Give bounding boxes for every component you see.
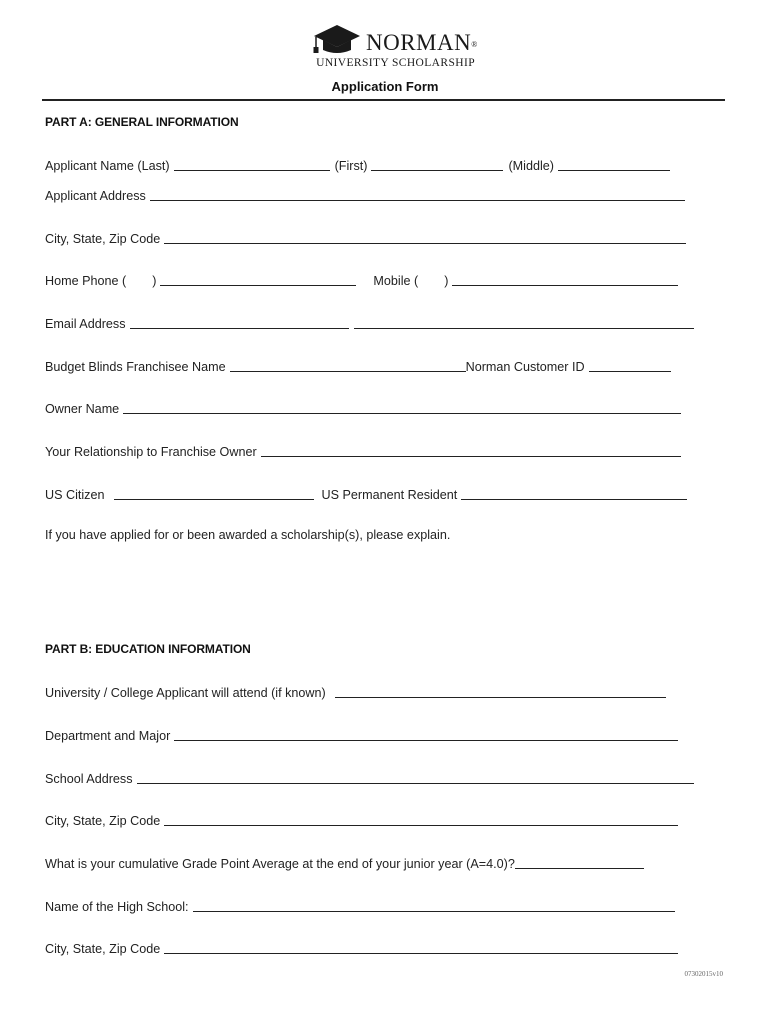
- gpa-row: [45, 853, 644, 871]
- phone-row: [45, 270, 678, 288]
- applicant-address-row: [45, 185, 685, 203]
- email-field-1[interactable]: [130, 315, 349, 329]
- mobile-phone-field[interactable]: [452, 272, 678, 286]
- relationship-field[interactable]: [261, 443, 681, 457]
- owner-row: [45, 398, 681, 416]
- name-middle-label: (Middle): [508, 159, 554, 173]
- gpa-label: What is your cumulative Grade Point Average at the end of your junior year (A=4.0)?: [45, 857, 515, 871]
- gpa-field[interactable]: [515, 855, 644, 869]
- university-field[interactable]: [335, 684, 666, 698]
- citizenship-row: [45, 484, 687, 502]
- graduation-cap-icon: [310, 22, 364, 56]
- us-resident-label: US Permanent Resident: [321, 488, 458, 502]
- us-resident-field[interactable]: [461, 486, 687, 500]
- email-field-2[interactable]: [354, 315, 694, 329]
- hs-city-label: City, State, Zip Code: [45, 942, 161, 956]
- major-label: Department and Major: [45, 729, 171, 743]
- mobile-close: ): [444, 274, 449, 288]
- high-school-field[interactable]: [193, 898, 675, 912]
- address-label: Applicant Address: [45, 189, 146, 203]
- customer-id-label: Norman Customer ID: [465, 360, 585, 374]
- form-title: Application Form: [331, 79, 439, 94]
- scholarship-explanation-area[interactable]: [45, 548, 695, 628]
- brand-subtitle: UNIVERSITY SCHOLARSHIP: [316, 57, 475, 69]
- mobile-label: Mobile (: [373, 274, 419, 288]
- school-city-field[interactable]: [164, 812, 678, 826]
- high-school-label: Name of the High School:: [45, 900, 189, 914]
- part-b-heading: PART B: EDUCATION INFORMATION: [45, 642, 251, 656]
- relationship-row: [45, 441, 681, 459]
- address-field[interactable]: [150, 187, 685, 201]
- customer-id-field[interactable]: [589, 358, 671, 372]
- name-first-field[interactable]: [371, 157, 503, 171]
- scholarship-note: If you have applied for or been awarded a scholarship(s), please explain.: [45, 528, 451, 542]
- us-citizen-label: US Citizen: [45, 488, 105, 502]
- franchisee-field[interactable]: [230, 358, 466, 372]
- us-citizen-field[interactable]: [114, 486, 314, 500]
- email-row: [45, 313, 694, 331]
- school-city-row: [45, 810, 678, 828]
- city-state-zip-label: City, State, Zip Code: [45, 232, 161, 246]
- owner-field[interactable]: [123, 400, 681, 414]
- form-version-code: 07302015v10: [684, 970, 723, 978]
- franchisee-row: [45, 356, 671, 374]
- school-address-label: School Address: [45, 772, 133, 786]
- major-row: [45, 725, 678, 743]
- brand-name: NORMAN®: [366, 30, 478, 55]
- home-phone-field[interactable]: [160, 272, 356, 286]
- school-address-row: [45, 768, 694, 786]
- major-field[interactable]: [174, 727, 678, 741]
- university-label: University / College Applicant will attend (if known): [45, 686, 326, 700]
- university-row: [45, 682, 666, 700]
- header-divider: [42, 99, 725, 101]
- city-state-zip-field[interactable]: [164, 230, 686, 244]
- home-phone-label: Home Phone (: [45, 274, 127, 288]
- name-last-field[interactable]: [174, 157, 330, 171]
- school-city-label: City, State, Zip Code: [45, 814, 161, 828]
- name-first-label: (First): [334, 159, 368, 173]
- applicant-name-row: [45, 155, 670, 173]
- email-label: Email Address: [45, 317, 126, 331]
- relationship-label: Your Relationship to Franchise Owner: [45, 445, 257, 459]
- name-last-label: Applicant Name (Last): [45, 159, 170, 173]
- name-middle-field[interactable]: [558, 157, 670, 171]
- city-state-zip-row: [45, 228, 686, 246]
- hs-city-field[interactable]: [164, 940, 678, 954]
- franchisee-label: Budget Blinds Franchisee Name: [45, 360, 226, 374]
- school-address-field[interactable]: [137, 770, 694, 784]
- owner-label: Owner Name: [45, 402, 120, 416]
- high-school-row: [45, 896, 675, 914]
- part-a-heading: PART A: GENERAL INFORMATION: [45, 115, 239, 129]
- home-phone-close: ): [152, 274, 157, 288]
- hs-city-row: [45, 938, 678, 956]
- norman-logo: [310, 22, 480, 72]
